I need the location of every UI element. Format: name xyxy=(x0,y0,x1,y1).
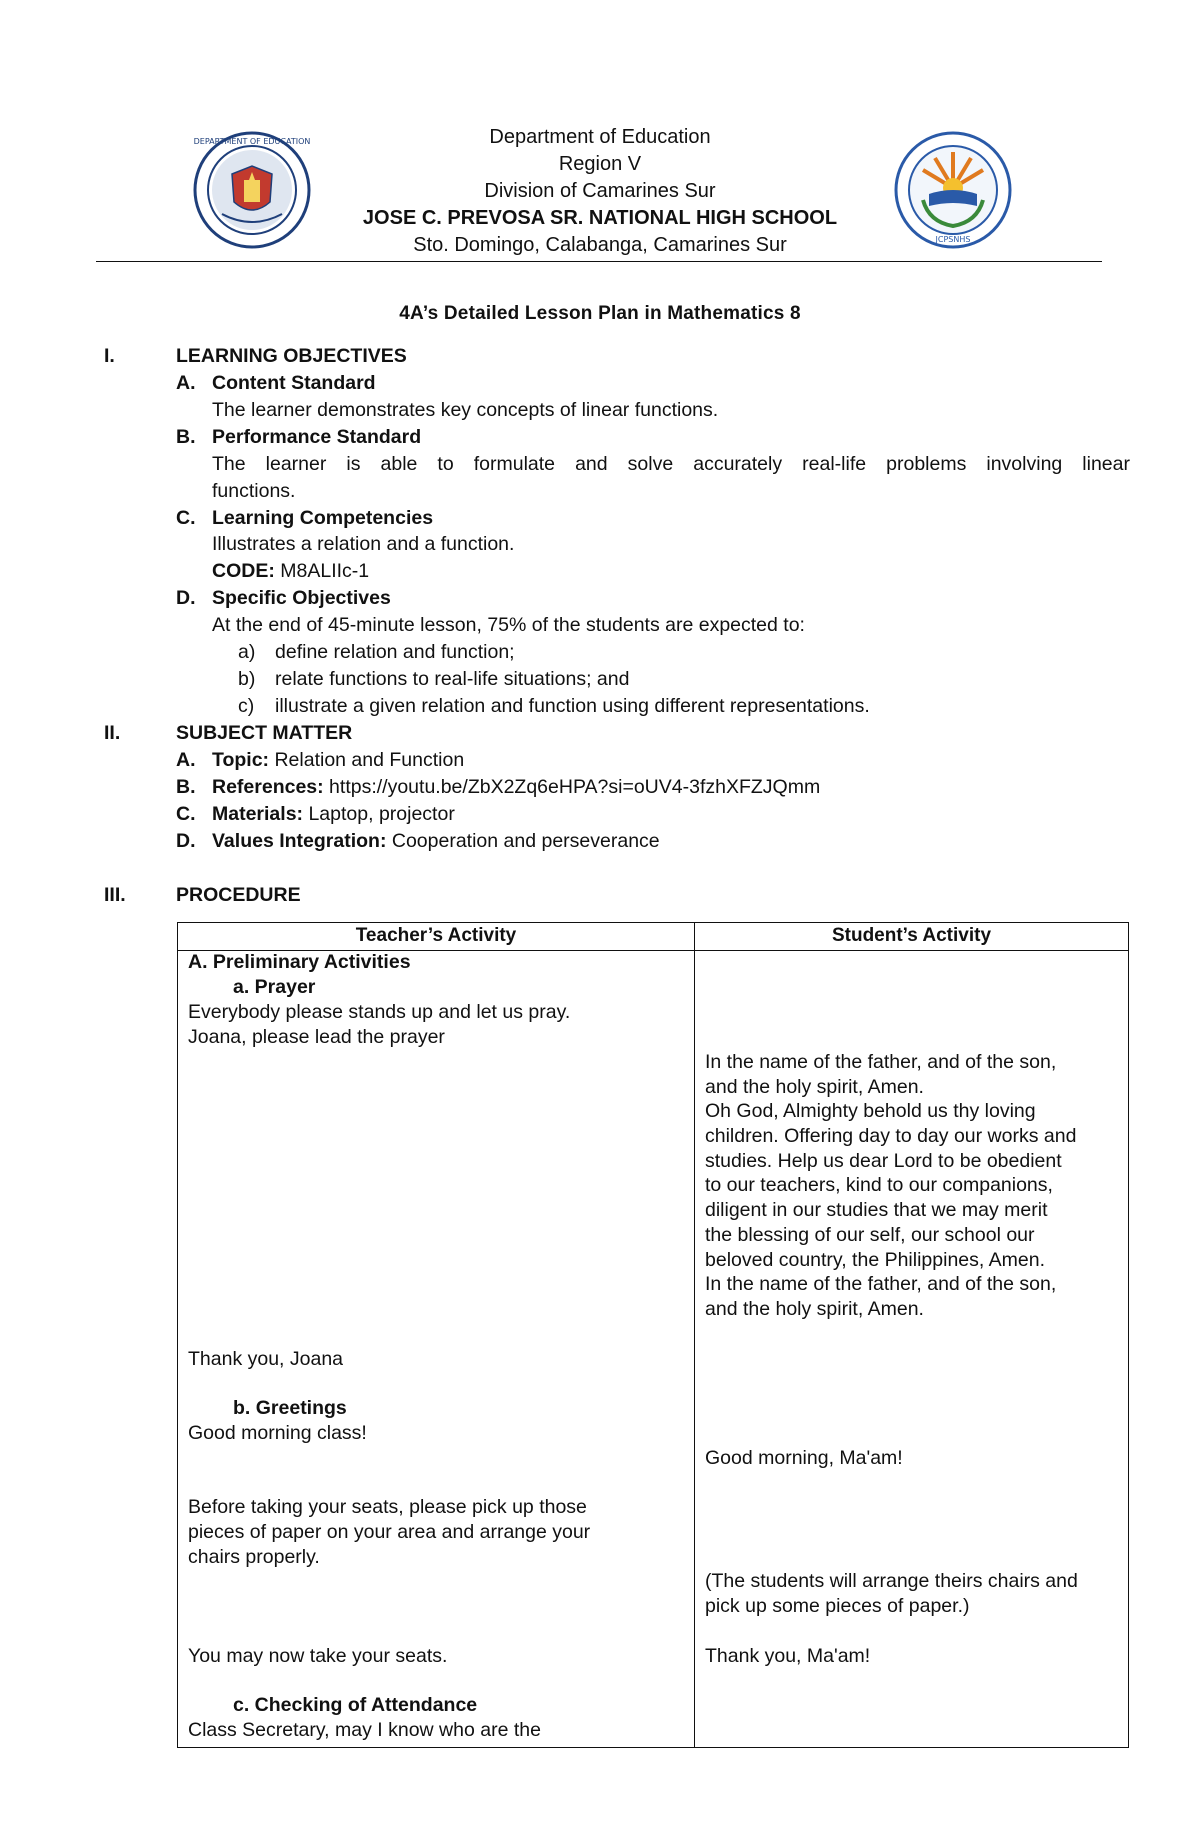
student-prayer-line: In the name of the father, and of the son, xyxy=(705,1051,1057,1073)
letterhead xyxy=(300,124,900,259)
student-arrange-line1: (The students will arrange theirs chairs and xyxy=(705,1570,1078,1592)
section-3-title: PROCEDURE xyxy=(176,884,301,906)
student-arrange-line2: pick up some pieces of paper.) xyxy=(705,1595,970,1617)
teacher-seats-line3: chairs properly. xyxy=(188,1546,320,1568)
competency-code-value: M8ALIIc-1 xyxy=(274,560,370,582)
references-mark: B. xyxy=(176,776,196,798)
learning-competencies-title: Learning Competencies xyxy=(212,507,434,529)
deped-seal-logo xyxy=(192,130,312,250)
school-seal-logo xyxy=(893,130,1013,250)
section-2-number: II. xyxy=(104,722,121,744)
competency-code-label: CODE: xyxy=(212,560,275,582)
materials-label: Materials: xyxy=(212,803,304,825)
specific-objectives-intro: At the end of 45-minute lesson, 75% of the students are expected to: xyxy=(212,614,805,636)
competency-code xyxy=(212,560,369,583)
topic-value: Relation and Function xyxy=(269,749,465,771)
teacher-prayer-line1: Everybody please stands up and let us pray. xyxy=(188,1001,571,1023)
student-thanks: Thank you, Ma'am! xyxy=(705,1645,871,1667)
document-title: 4A’s Detailed Lesson Plan in Mathematics 8 xyxy=(399,303,801,324)
svg-text:JCPSNHS: JCPSNHS xyxy=(935,235,971,244)
references-line xyxy=(212,776,820,799)
student-prayer-line: to our teachers, kind to our companions, xyxy=(705,1174,1053,1196)
content-standard-title: Content Standard xyxy=(212,372,376,394)
header-region: Region V xyxy=(558,153,642,175)
svg-text:DEPARTMENT OF EDUCATION: DEPARTMENT OF EDUCATION xyxy=(193,137,311,146)
learning-competencies-mark: C. xyxy=(176,507,196,529)
teacher-attendance: Class Secretary, may I know who are the xyxy=(188,1719,541,1741)
student-prayer-line: studies. Help us dear Lord to be obedient xyxy=(705,1150,1062,1172)
content-standard-mark: A. xyxy=(176,372,196,394)
student-prayer-line: and the holy spirit, Amen. xyxy=(705,1076,924,1098)
learning-competencies-text: Illustrates a relation and a function. xyxy=(212,533,515,555)
student-prayer-line: Oh God, Almighty behold us thy loving xyxy=(705,1100,1036,1122)
procedure-table xyxy=(177,922,1129,1748)
section-2-title: SUBJECT MATTER xyxy=(176,722,353,744)
objective-a-text: define relation and function; xyxy=(275,641,515,663)
performance-standard-title: Performance Standard xyxy=(212,426,422,448)
attendance-heading: c. Checking of Attendance xyxy=(233,1694,478,1716)
header-address: Sto. Domingo, Calabanga, Camarines Sur xyxy=(413,234,787,256)
teacher-thanks-joana: Thank you, Joana xyxy=(188,1348,344,1370)
values-mark: D. xyxy=(176,830,196,852)
student-greeting: Good morning, Ma'am! xyxy=(705,1447,903,1469)
student-prayer-line: the blessing of our self, our school our xyxy=(705,1224,1035,1246)
section-1-title: LEARNING OBJECTIVES xyxy=(176,345,407,367)
section-3-number: III. xyxy=(104,884,126,906)
header-school-name: JOSE C. PREVOSA SR. NATIONAL HIGH SCHOOL xyxy=(362,207,838,229)
performance-standard-text-line1: The learner is able to formulate and solve accurately real-life problems involving linear xyxy=(212,453,1130,475)
student-prayer-line: diligent in our studies that we may merit xyxy=(705,1199,1048,1221)
greetings-heading: b. Greetings xyxy=(233,1397,347,1419)
materials-value: Laptop, projector xyxy=(303,803,455,825)
performance-standard-mark: B. xyxy=(176,426,196,448)
performance-standard-text-line2: functions. xyxy=(212,480,296,502)
teacher-activity-header: Teacher’s Activity xyxy=(355,925,517,946)
topic-label: Topic: xyxy=(212,749,270,771)
objective-c-mark: c) xyxy=(238,695,255,717)
teacher-seats-line1: Before taking your seats, please pick up those xyxy=(188,1496,587,1518)
materials-mark: C. xyxy=(176,803,196,825)
table-column-divider xyxy=(694,923,695,1747)
header-division: Division of Camarines Sur xyxy=(484,180,716,202)
values-label: Values Integration: xyxy=(212,830,387,852)
references-link[interactable]: https://youtu.be/ZbX2Zq6eHPA?si=oUV4-3fzhXFZJQmm xyxy=(323,776,821,798)
objective-c-text: illustrate a given relation and function using different representations. xyxy=(275,695,870,717)
teacher-prayer-line2: Joana, please lead the prayer xyxy=(188,1026,445,1048)
specific-objectives-mark: D. xyxy=(176,587,196,609)
preliminary-activities-heading: A. Preliminary Activities xyxy=(188,951,411,973)
values-line xyxy=(212,830,660,853)
references-label: References: xyxy=(212,776,324,798)
section-1-number: I. xyxy=(104,345,115,367)
prayer-heading: a. Prayer xyxy=(233,976,316,998)
teacher-take-seats: You may now take your seats. xyxy=(188,1645,448,1667)
objective-b-mark: b) xyxy=(238,668,256,690)
student-prayer-line: children. Offering day to day our works and xyxy=(705,1125,1077,1147)
topic-mark: A. xyxy=(176,749,196,771)
student-prayer-line: and the holy spirit, Amen. xyxy=(705,1298,924,1320)
teacher-seats-line2: pieces of paper on your area and arrange your xyxy=(188,1521,591,1543)
materials-line xyxy=(212,803,455,826)
specific-objectives-title: Specific Objectives xyxy=(212,587,391,609)
teacher-greeting: Good morning class! xyxy=(188,1422,367,1444)
objective-a-mark: a) xyxy=(238,641,256,663)
values-value: Cooperation and perseverance xyxy=(386,830,660,852)
student-prayer-line: In the name of the father, and of the son, xyxy=(705,1273,1057,1295)
header-divider xyxy=(96,261,1102,262)
header-department: Department of Education xyxy=(489,126,711,148)
student-activity-header: Student’s Activity xyxy=(831,925,992,946)
student-prayer-line: beloved country, the Philippines, Amen. xyxy=(705,1249,1046,1271)
content-standard-text: The learner demonstrates key concepts of linear functions. xyxy=(212,399,719,421)
objective-b-text: relate functions to real-life situations; and xyxy=(275,668,630,690)
topic-line xyxy=(212,749,464,772)
